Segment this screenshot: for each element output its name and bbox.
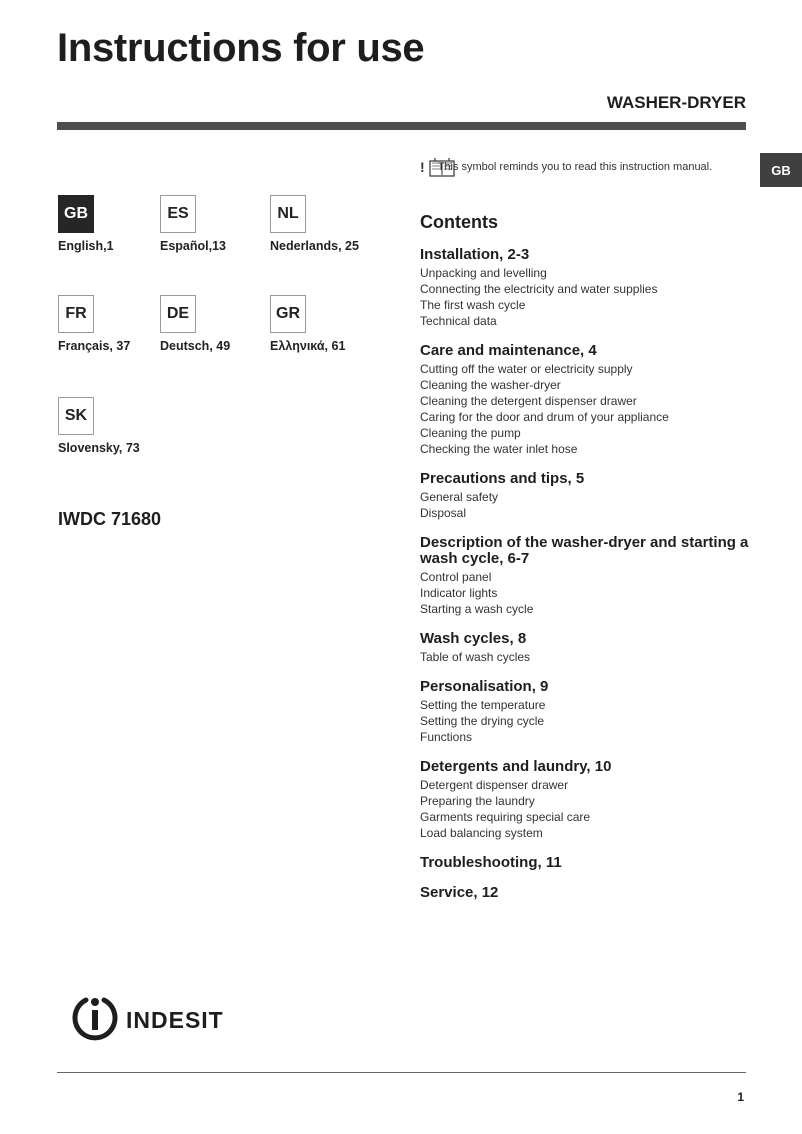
- language-box-de: DE: [160, 295, 196, 333]
- notice: [420, 155, 712, 179]
- notice-text: This symbol reminds you to read this instruction manual.: [437, 161, 713, 173]
- language-box-nl: NL: [270, 195, 306, 233]
- brand-name: indesit: [126, 998, 224, 1035]
- section-item: Setting the drying cycle: [420, 714, 545, 728]
- section-title: Personalisation, 9: [420, 678, 549, 695]
- language-side-tab: GB: [760, 153, 802, 187]
- section-title: Installation, 2-3: [420, 246, 530, 263]
- language-label-gr: Ελληνικά, 61: [270, 339, 346, 353]
- exclamation-mark: !: [420, 159, 425, 175]
- section-item: Checking the water inlet hose: [420, 442, 578, 456]
- indesit-logo-icon: [70, 992, 120, 1042]
- language-label-sk: Slovensky, 73: [58, 441, 140, 455]
- language-box-fr: FR: [58, 295, 94, 333]
- contents-section: [420, 855, 750, 871]
- brand-logo: [70, 992, 224, 1042]
- footer-divider: [57, 1072, 746, 1073]
- section-title: Service, 12: [420, 884, 499, 901]
- contents-section: [420, 247, 750, 329]
- section-item: General safety: [420, 490, 499, 504]
- contents-section: [420, 343, 750, 457]
- section-item: Unpacking and levelling: [420, 266, 547, 280]
- contents-section: [420, 679, 750, 745]
- language-box-gr: GR: [270, 295, 306, 333]
- contents-section: [420, 535, 750, 617]
- contents-section: [420, 759, 750, 841]
- contents-title: Contents: [420, 212, 498, 232]
- section-title: Troubleshooting, 11: [420, 854, 562, 871]
- language-label-de: Deutsch, 49: [160, 339, 231, 353]
- section-item: Cleaning the washer-dryer: [420, 378, 561, 392]
- section-item: Starting a wash cycle: [420, 602, 534, 616]
- language-label-nl: Nederlands, 25: [270, 239, 359, 253]
- section-item: Indicator lights: [420, 586, 498, 600]
- section-item: Functions: [420, 730, 473, 744]
- table-of-contents: [420, 212, 750, 915]
- section-item: Caring for the door and drum of your appliance: [420, 410, 669, 424]
- section-item: Disposal: [420, 506, 467, 520]
- language-label-fr: Français, 37: [58, 339, 131, 353]
- contents-section: [420, 885, 750, 901]
- section-item: Cleaning the detergent dispenser drawer: [420, 394, 637, 408]
- language-box-es: ES: [160, 195, 196, 233]
- language-label-es: Español,13: [160, 239, 226, 253]
- section-item: Detergent dispenser drawer: [420, 778, 569, 792]
- section-item: Control panel: [420, 570, 492, 584]
- model-number: IWDC 71680: [58, 509, 162, 529]
- section-title: Wash cycles, 8: [420, 630, 527, 647]
- contents-section: [420, 631, 750, 665]
- section-item: Cleaning the pump: [420, 426, 521, 440]
- section-title: Detergents and laundry, 10: [420, 758, 612, 775]
- section-item: Garments requiring special care: [420, 810, 591, 824]
- contents-sections: [420, 247, 750, 901]
- header-divider: [57, 122, 746, 130]
- language-box-sk: SK: [58, 397, 94, 435]
- section-item: Cutting off the water or electricity supply: [420, 362, 633, 376]
- section-title: Care and maintenance, 4: [420, 342, 597, 359]
- section-title: Precautions and tips, 5: [420, 470, 585, 487]
- page-title: Instructions for use: [57, 26, 425, 70]
- section-item: Load balancing system: [420, 826, 543, 840]
- product-type: WASHER-DRYER: [606, 93, 746, 112]
- contents-section: [420, 471, 750, 521]
- section-item: The first wash cycle: [420, 298, 526, 312]
- section-item: Preparing the laundry: [420, 794, 535, 808]
- language-box-gb: GB: [58, 195, 94, 233]
- language-label-gb: English,1: [58, 239, 114, 253]
- section-item: Setting the temperature: [420, 698, 546, 712]
- section-item: Connecting the electricity and water supplies: [420, 282, 658, 296]
- section-title: Description of the washer-dryer and starting a wash cycle, 6-7: [420, 534, 749, 567]
- page-number: 1: [737, 1090, 744, 1104]
- section-item: Technical data: [420, 314, 497, 328]
- section-item: Table of wash cycles: [420, 650, 531, 664]
